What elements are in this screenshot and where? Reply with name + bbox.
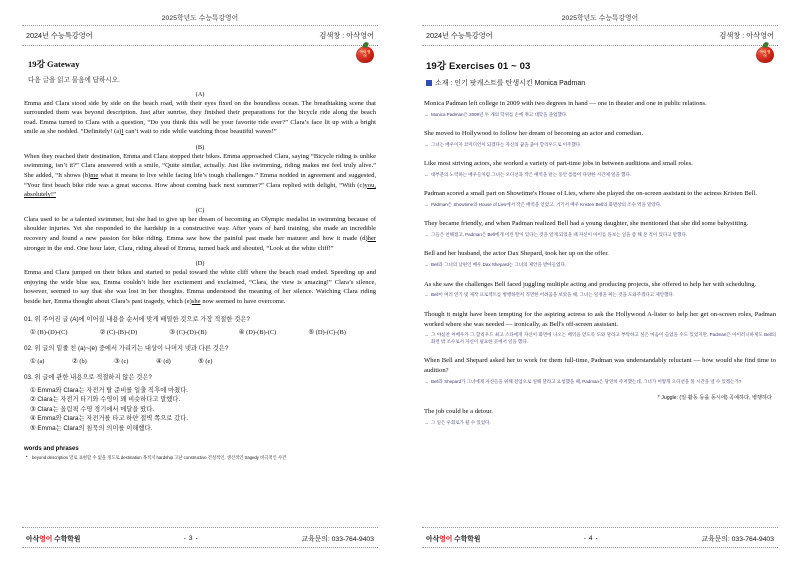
sentence-block [424,356,776,385]
brand-left-red: 영어 [39,536,53,543]
paragraph-label-c: (C) [195,206,205,214]
paragraph-c-post: stronger in the end. One hour later, Clara, riding ahead of Emma, turned back and shouted, “Look at the white cliff!” [24,244,334,252]
korean-gloss: → 그 일은 우회로가 될 수 있었다. [431,420,776,427]
paragraph-b-pre: When they reached their destination, Emma and Clara stopped their bikes. Emma approached Clara, saying “Bicycle riding is unlike swimming, isn’t it?” Clara answered with a smile, “Quite similar, actually. Just like swimming, riding makes me feel truly alive.” She added, “It shows (b) [24,152,376,180]
korean-gloss: → 그녀는 배우이자 코미디언이 되겠다는 자신의 꿈을 좇아 할리우드로 이주했다. [431,142,776,149]
korean-gloss: → 대부분의 노력하는 배우들처럼 그녀는 오디션과 작은 배역을 맡는 동안 틈틈이 다양한 시간제 일을 했다. [431,172,776,179]
question-03-stem: 03. 위 글에 관한 내용으로 적절하지 않은 것은? [24,373,152,381]
q02-choice-1[interactable]: ① (a) [30,357,45,365]
apple-logo-text: 아삭 영어 [359,50,371,58]
brand-left-post: 수학학원 [52,536,81,543]
q01-choice-2[interactable]: ② (C)-(B)-(D) [99,328,138,336]
running-head-left: 2025학년도 수능특강영어 [161,15,239,22]
sentence-block [424,310,776,346]
q01-choice-4[interactable]: ④ (D)-(B)-(C) [238,328,277,336]
q02-choice-2[interactable]: ② (b) [72,357,87,365]
sentence-block [424,189,776,208]
english-sentence: They became friendly, and when Padman realized Bell had a young daughter, she mentioned that she did some babysitting. [424,220,749,228]
paragraph-label-b: (B) [195,143,205,151]
sentence-block [424,159,776,178]
brand-left [26,533,80,543]
korean-gloss: → Bell과 Shepard가 그녀에게 자신들을 위해 전업으로 일해 달라고 요청했을 때, Padman은 당연히 주저했는데, 그녀가 어떻게 오디션을 볼 시간을 낼 수 있겠는가? [431,379,776,386]
passage-paragraph-c [24,215,376,253]
q03-choice-3[interactable]: ③ Clara는 올림픽 수영 경기에서 메달을 땄다. [30,405,155,413]
q03-choice-5[interactable]: ⑤ Emma는 Clara의 침묵의 의미를 이해했다. [30,424,153,432]
question-02-choices [30,357,378,365]
korean-gloss: → Bell이 여러 연기 및 제작 프로젝트를 병행하면서 직면한 어려움을 보았을 때, 그녀는 일정을 짜는 것을 도와주겠다고 제안했다. [431,292,776,299]
underlined-a: I [121,128,124,136]
sentence-block [424,219,776,238]
page-title: 19강 Gateway [28,59,80,69]
exercises-topic-text: 소재 : 인기 팟캐스트를 탄생시킨 Monica Padman [435,80,586,87]
q02-choice-5[interactable]: ⑤ (e) [198,357,213,365]
underlined-b: me [90,172,99,180]
sentence-block [424,99,776,118]
english-sentence: She moved to Hollywood to follow her dream of becoming an actor and comedian. [424,130,644,138]
footer-row-left [22,533,378,547]
paragraph-b-post: what it means to live while facing life’s tough challenges.” Emma nodded in agreement and suggested, “Your first beach bike ride was a great success. How about coming back next summer?” Clara replied with delight, “With (c) [24,172,376,189]
q02-choice-3[interactable]: ③ (c) [114,357,129,365]
exercises-topic [426,78,778,88]
apple-logo-icon-right [756,42,776,66]
korean-gloss: → 그 야심찬 여배우가 그 할리우드 최고 스타에게 자신이 화면에 나오는 배역을 얻도록 도와 달라고 부탁하고 싶은 마음이 들었을 수도 있었지만, Padman은 아이러니하게도 Bell의 화면 밖 조수로서 자신이 필요한 곳에서 일을 했다. [431,332,776,345]
paragraph-label-a: (A) [195,90,205,98]
brand-right [426,533,480,543]
q01-choice-3[interactable]: ③ (C)-(D)-(B) [169,328,207,336]
contact-right: 교육문의: 033-764-9403 [701,536,774,543]
sentence-block [424,129,776,148]
english-sentence: The job could be a detour. [424,408,493,416]
sentence-block [424,407,776,426]
question-03 [22,374,378,434]
english-sentence: Padman scored a small part on Showtime's House of Lies, where she played the on-screen assistant to the actress Kristen Bell. [424,190,757,198]
english-sentence: When Bell and Shepard asked her to work for them full-time, Padman was understandably reluctant — how would she find time to audition? [424,357,776,375]
underlined-e: she [191,298,201,305]
question-01 [22,316,378,336]
contact-left: 교육문의: 033-764-9403 [301,536,374,543]
underlined-d: her [367,235,376,243]
q03-choice-4[interactable]: ④ Emma와 Clara는 자전거를 타고 하얀 절벽 쪽으로 갔다. [30,415,189,423]
question-01-stem: 01. 위 주어진 글 (A)에 이어질 내용을 순서에 맞게 배열한 것으로 가장 적절한 것은? [24,315,250,323]
paragraph-label-d: (D) [195,260,205,268]
footer-row-right [422,533,778,547]
english-sentence: As she saw the challenges Bell faced juggling multiple acting and producing projects, she offered to help her with scheduling. [424,280,757,288]
paragraph-d-pre: Emma and Clara jumped on their bikes and started to pedal toward the white cliff where the beach road ended. Speeding up and enjoying the wide blue sea, Emma couldn’t hide her excitement and exclaimed, “Clara, the view is amazing!” Clara’s silence, however, seemed to say that she was lost in her thoughts. Emma understood the meaning of her silence. Watching Clara riding beside her, Emma thought about Clara’s past tragedy, which (e) [24,269,376,305]
underlined-c: you, absolutely!” [24,181,376,199]
footer-right [422,527,778,548]
divider-under-header-left [22,45,378,46]
sentence-block [424,249,776,268]
brand-right-post: 수학학원 [452,536,481,543]
page-right [400,0,800,566]
question-02 [22,345,378,365]
direction-text: 다음 글을 읽고 물음에 답하시오. [28,76,120,84]
question-01-choices [30,328,378,336]
header-right-text-right: 검색창 : 아삭영어 [719,30,774,40]
header-row-left [22,26,378,45]
vocabulary-line: • beyond description 말로 표현할 수 없을 정도로 destination 목적지 hardship 고난 constructive 건설적인, 생산적인 tragedy 비극적인 사건 [32,455,378,461]
english-sentence: Monica Padman left college in 2009 with two degrees in hand — one in theater and one in public relations. [424,100,707,107]
paragraph-c-pre: Clara used to be a talented swimmer, but she had to give up her dream of becoming an Olympic medalist in swimming because of shoulder injuries. Yet she responded to the hardship in a constructive way. After years of hard training, she made an incredible recovery and found a new passion for bike riding. Emma saw how the painful past made her maturer and how it made (d) [24,215,376,243]
q01-choice-1[interactable]: ① (B)-(D)-(C) [30,328,68,336]
header-right-text: 검색창 : 아삭영어 [319,30,374,40]
sentence-list [422,99,778,427]
exercises-title: 19강 Exercises 01 ~ 03 [426,61,531,72]
apple-logo-text-right: 아삭 영어 [759,50,771,58]
page-number-right: - 4 - [583,534,599,542]
paragraph-a-pre: Emma and Clara stood side by side on the beach road, with their eyes fixed on the boundless ocean. The breathtaking scene that surrounded them was beyond description. Just after sunrise, they finished their preparations for the bicycle ride along the beach road. Emma turned to Clara with a question, “Do you think this will be your favorite ride ever?” Clara’s face lit up with a bright smile as she nodded. “Definitely! (a) [24,99,376,136]
header-left-text: 2024년 수능특강영어 [26,30,93,40]
korean-gloss: → 그들은 친해졌고, Padman은 Bell에게 어린 딸이 있다는 것을 알게 되었을 때 자신이 아이를 돌보는 일을 좀 해 본 적이 있다고 말했다. [431,232,776,239]
brand-right-red: 영어 [439,536,453,543]
english-sentence: Though it might have been tempting for the aspiring actress to ask the Hollywood A-lister to help her get on-screen roles, Padman worked where she was needed — ironically, as Bell's off-screen assistant. [424,310,776,328]
q02-choice-4[interactable]: ④ (d) [156,357,171,365]
running-head-right: 2025학년도 수능특강영어 [561,15,639,22]
paragraph-d-post: now seemed to have overcome. [200,298,286,305]
footnote-juggle: * Juggle: (일·활동 등을 동시에) 곡예하다, 병행하다 [657,395,772,402]
english-sentence: Bell and her husband, the actor Dax Shepard, took her up on the offer. [424,250,609,258]
divider-bottom-right [422,547,778,548]
passage-paragraph-b [24,152,376,200]
question-03-choices [30,386,378,434]
vocabulary-heading: words and phrases [24,445,79,452]
header-left-text-right: 2024년 수능특강영어 [426,30,493,40]
divider-under-header-right [422,45,778,46]
passage-paragraph-a [24,99,376,137]
brand-right-pre: 아삭 [426,536,440,543]
vocabulary-section [22,446,378,461]
page-number-left: - 3 - [183,534,199,542]
paragraph-a-post: can’t wait to ride while watching those beautiful waves!” [123,128,277,136]
english-sentence: Like most striving actors, she worked a variety of part-time jobs in between auditions and small roles. [424,160,693,168]
q03-choice-1[interactable]: ① Emma와 Clara는 자전거 탈 준비를 일출 직후에 마쳤다. [30,386,189,394]
q01-choice-5[interactable]: ⑤ (D)-(C)-(B) [308,328,346,336]
passage-paragraph-d [24,268,376,306]
apple-logo-icon [356,42,376,66]
sentence-block [424,280,776,299]
divider-bottom-left [22,547,378,548]
korean-gloss: → Bell과 그녀의 남편인 배우 Dax Shepard는 그녀의 제안을 받아들였다. [431,262,776,269]
korean-gloss: → Monica Padman은 2009년 두 개의 학위를 손에 쥐고 대학을 졸업했다. [431,112,776,119]
blue-square-icon [426,80,432,86]
question-02-stem: 02. 위 글의 밑줄 친 (a)~(e) 중에서 가리키는 대상이 나머지 넷과 다른 것은? [24,344,229,352]
header-row-right [422,26,778,45]
footer-left [22,527,378,548]
brand-left-pre: 아삭 [26,536,40,543]
korean-gloss: → Padman은 Showtime의 House of Lies에서 작은 배역을 얻었고, 거기서 배우 Kristen Bell의 화면상의 조수 역을 맡았다. [431,202,776,209]
q03-choice-2[interactable]: ② Clara는 자전거 타기와 수영이 꽤 비슷하다고 말했다. [30,396,181,404]
